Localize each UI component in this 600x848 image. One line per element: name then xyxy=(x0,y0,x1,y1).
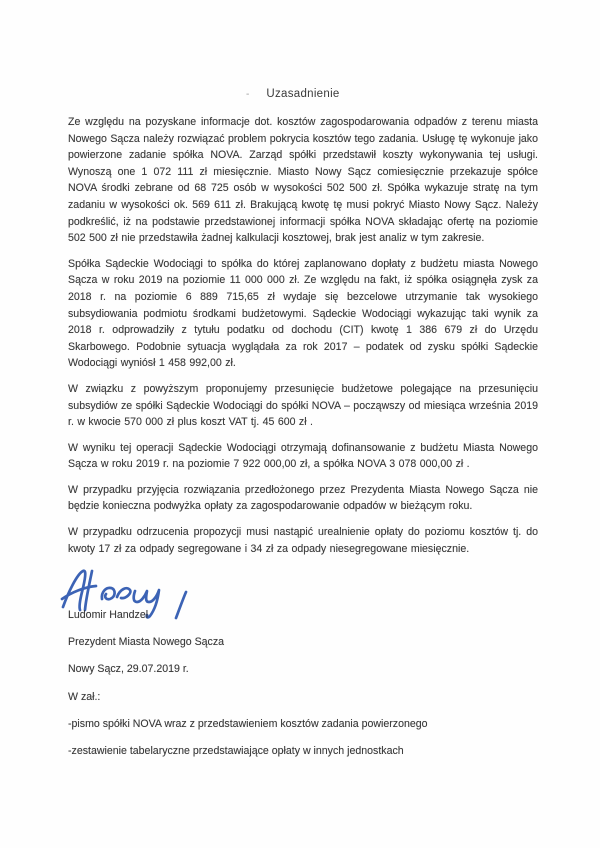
signature-block xyxy=(68,566,538,678)
attachment-item: -pismo spółki NOVA wraz z przedstawieniem kosztów zadania powierzonego xyxy=(68,717,428,730)
body-paragraph: Ze względu na pozyskane informacje dot. kosztów zagospodarowania odpadów z terenu miasta Nowego Sącza należy rozwiązać problem pokrycia kosztów tego zadania. Usługę tę wykonuje jako powierzone zadanie spółka NOVA. Zarząd spółki przedstawił koszty wykonywania tej usługi. Wynoszą one 1 072 111 zł miesięcznie. Miasto Nowy Sącz comiesięcznie przekazuje spółce NOVA środki zebrane od 68 725 osób w wysokości 502 500 zł. Spółka wykazuje stratę na tym zadaniu w wysokości ok. 569 611 zł. Brakującą kwotę tę musi pokryć Miasto Nowy Sącz. Należy podkreślić, iż na podstawie przedstawionej informacji spółka NOVA składając ofertę na poziomie 502 500 zł nie przedstawiła żadnej kalkulacji kosztowej, brak jest analiz w tym zakresie. xyxy=(68,116,538,245)
page-title-text: Uzasadnienie xyxy=(266,88,340,100)
body-paragraph: W związku z powyższym proponujemy przesunięcie budżetowe polegające na przesunięciu subsydiów ze spółki Sądeckie Wodociągi do spółki NOVA – począwszy od miesiąca września 2019 r. w kwocie 570 000 zł plus koszt VAT tj. 45 600 zł . xyxy=(68,382,538,429)
title-dash-mark: - xyxy=(246,89,250,100)
body-paragraph: Spółka Sądeckie Wodociągi to spółka do której zaplanowano dopłaty z budżetu miasta Nowego Sącza w roku 2019 na poziomie 11 000 000 zł. Ze względu na fakt, iż spółka osiągnęła zysk za 2018 r. na poziomie 6 889 715,65 zł wydaje się bezcelowe utrzymanie tak wysokiego subsydiowania podmiotu środkami budżetowymi. Sądeckie Wodociągi wykazując taki wynik za 2018 r. odprowadziły z tytułu podatku od dochodu (CIT) kwotę 1 386 679 zł do Urzędu Skarbowego. Podobnie sytuacja wyglądała za rok 2017 – podatek od zysku spółki Sądeckie Wodociągi wyniósł 1 458 992,00 zł. xyxy=(68,257,538,370)
signatory-name: Ludomir Handzel xyxy=(68,609,149,622)
page-title xyxy=(68,88,538,100)
place-date-line: Nowy Sącz, 29.07.2019 r. xyxy=(68,663,189,676)
body-paragraph: W wyniku tej operacji Sądeckie Wodociągi otrzymają dofinansowanie z budżetu Miasta Nowego Sącza w roku 2019 r. na poziomie 7 922 000,00 zł, a spółka NOVA 3 078 000,00 zł . xyxy=(68,441,538,471)
body-paragraph: W przypadku przyjęcia rozwiązania przedłożonego przez Prezydenta Miasta Nowego Sącza nie będzie konieczna podwyżka opłaty za zagospodarowanie odpadów w bieżącym roku. xyxy=(68,483,538,513)
document-content xyxy=(68,88,538,770)
attachments-label: W zał.: xyxy=(68,690,101,703)
signatory-title: Prezydent Miasta Nowego Sącza xyxy=(68,636,225,649)
body-paragraph: W przypadku odrzucenia propozycji musi nastąpić urealnienie opłaty do poziomu kosztów tj. do kwoty 17 zł za odpady segregowane i 34 zł za odpady niesegregowane miesięcznie. xyxy=(68,526,538,555)
attachment-item: -zestawienie tabelaryczne przedstawiające opłaty w innych jednostkach xyxy=(68,744,404,757)
